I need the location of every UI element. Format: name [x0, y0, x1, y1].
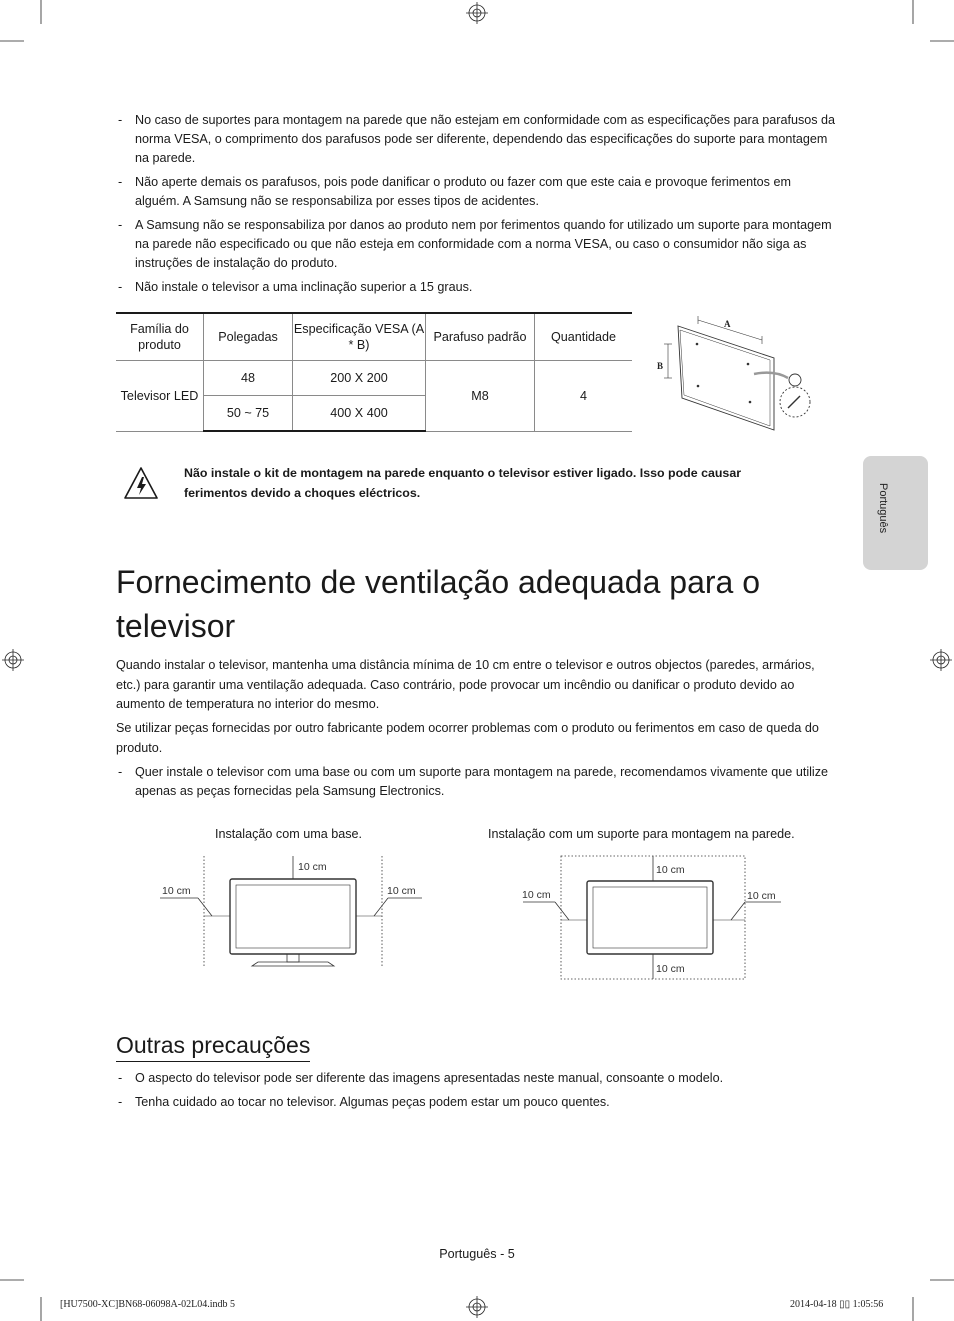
- print-date-info: 2014-04-18 ▯▯ 1:05:56: [790, 1299, 884, 1310]
- left-clearance-label: 10 cm: [162, 885, 191, 897]
- wall-installation-diagram: [515, 850, 805, 985]
- registration-mark-top: [466, 2, 488, 24]
- right-clearance-label: 10 cm: [387, 885, 416, 897]
- dimension-a-label: A: [724, 319, 731, 329]
- wall-installation-label: Instalação com um suporte para montagem na parede.: [488, 827, 795, 841]
- list-item: - O aspecto do televisor pode ser diferente das imagens apresentadas neste manual, consoante o modelo.: [116, 1069, 838, 1088]
- section-title: Outras precauções: [116, 1030, 310, 1062]
- third-party-parts-paragraph: Se utilizar peças fornecidas por outro fabricante podem ocorrer problemas com o produto ou ferimentos em caso de queda do produto.: [116, 721, 819, 755]
- col-header-vesa: Especificação VESA (A * B): [293, 313, 426, 361]
- cell-vesa: 400 X 400: [293, 396, 426, 432]
- ventilation-notes-list: [116, 763, 838, 806]
- stand-installation-diagram: [150, 850, 440, 975]
- col-header-quantity: Quantidade: [535, 313, 633, 361]
- cell-family: Televisor LED: [116, 361, 204, 432]
- registration-mark-bottom: [466, 1296, 488, 1318]
- bottom-clearance-label: 10 cm: [656, 963, 685, 975]
- other-precautions-list: [116, 1069, 838, 1117]
- cell-inches: 48: [204, 361, 293, 396]
- electric-warning-icon: [123, 466, 159, 500]
- list-item: - Quer instale o televisor com uma base ou com um suporte para montagem na parede, recomendamos vivamente que utilize apenas as peças fornecidas pela Samsung Electronics.: [116, 763, 838, 801]
- vesa-spec-table: [116, 312, 632, 432]
- language-tab-label: Português: [877, 483, 889, 534]
- dimension-b-label: B: [657, 361, 664, 371]
- list-item: - No caso de suportes para montagem na parede que não estejam em conformidade com as especificações para parafusos da norma VESA, o comprimento dos parafusos pode ser diferente, dependendo das especificações do suporte para montagem na parede.: [116, 111, 838, 168]
- list-item: - A Samsung não se responsabiliza por danos ao produto nem por ferimentos quando for utilizado um suporte para montagem na parede não especificado ou que não esteja em conformidade com a norma VESA, ou caso o consumidor não siga as instruções de instalação do produto.: [116, 216, 838, 273]
- col-header-family: Família do produto: [116, 313, 204, 361]
- page-title: Fornecimento de ventilação adequada para o televisor: [116, 564, 760, 644]
- col-header-inches: Polegadas: [204, 313, 293, 361]
- mounting-notes-list: [116, 111, 838, 302]
- table-header-row: [116, 313, 632, 361]
- list-item: - Não instale o televisor a uma inclinação superior a 15 graus.: [116, 278, 838, 297]
- registration-mark-left: [2, 649, 24, 671]
- ventilation-paragraph: Quando instalar o televisor, mantenha uma distância mínima de 10 cm entre o televisor e outros objectos (paredes, armários, etc.) para garantir uma ventilação adequada. Caso contrário, pode provocar um incêndio ou danificar o produto devido ao aumento de temperatura no interior do mesmo.: [116, 658, 815, 711]
- stand-installation-label: Instalação com uma base.: [215, 827, 363, 841]
- top-clearance-label: 10 cm: [298, 861, 327, 873]
- registration-mark-right: [930, 649, 952, 671]
- left-clearance-label: 10 cm: [522, 889, 551, 901]
- cell-inches: 50 ~ 75: [204, 396, 293, 432]
- language-side-tab: [863, 456, 928, 570]
- col-header-screw: Parafuso padrão: [426, 313, 535, 361]
- right-clearance-label: 10 cm: [747, 890, 776, 902]
- print-file-info: [HU7500-XC]BN68-06098A-02L04.indb 5: [60, 1299, 235, 1310]
- list-item: - Não aperte demais os parafusos, pois pode danificar o produto ou fazer com que este caia e provoque ferimentos em alguém. A Samsung não se responsabiliza por esses tipos de acidentes.: [116, 173, 838, 211]
- top-clearance-label: 10 cm: [656, 864, 685, 876]
- cell-screw: M8: [426, 361, 535, 432]
- list-item: - Tenha cuidado ao tocar no televisor. Algumas peças podem estar um pouco quentes.: [116, 1093, 838, 1112]
- table-row: [116, 361, 632, 396]
- page-number: Português - 5: [439, 1247, 515, 1261]
- warning-text: Não instale o kit de montagem na parede enquanto o televisor estiver ligado. Isso pode causar ferimentos devido a choques eléctricos.: [184, 466, 742, 500]
- wall-mount-diagram: [650, 312, 820, 434]
- cell-quantity: 4: [535, 361, 633, 432]
- cell-vesa: 200 X 200: [293, 361, 426, 396]
